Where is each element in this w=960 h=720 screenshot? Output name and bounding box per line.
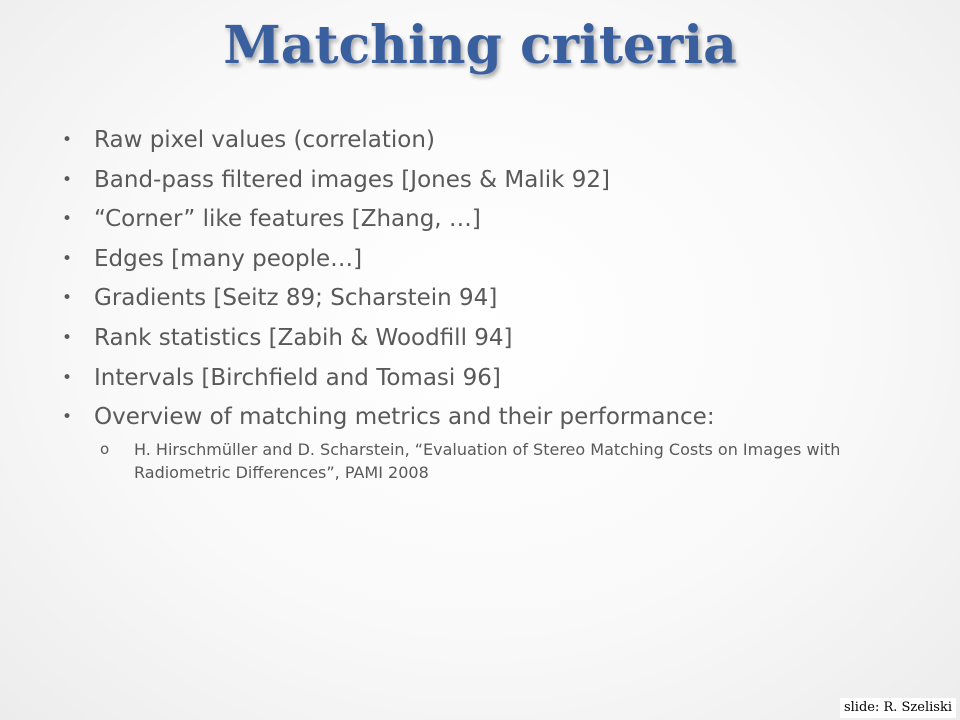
bullet-text: Edges [many people…] (94, 245, 363, 272)
bullet-text: Band-pass filtered images [Jones & Malik 92] (94, 166, 610, 193)
bullet-item (62, 284, 922, 313)
bullet-text: Gradients [Seitz 89; Scharstein 94] (94, 285, 498, 312)
bullet-item (62, 403, 922, 484)
bullet-text: Raw pixel values (correlation) (94, 127, 435, 153)
bullet-marker: • (62, 367, 73, 388)
bullet-text: Intervals [Birchfield and Tomasi 96] (94, 364, 501, 391)
sub-bullet-list (94, 438, 922, 484)
bullet-marker: • (62, 209, 73, 230)
slide-title: Matching criteria (223, 15, 737, 76)
bullet-text: Rank statistics [Zabih & Woodfill 94] (94, 324, 513, 351)
bullet-item (62, 166, 922, 195)
bullet-item (62, 205, 922, 234)
bullet-item (62, 364, 922, 393)
bullet-list (62, 126, 922, 495)
bullet-marker: • (62, 130, 73, 150)
slide-credit: slide: R. Szeliski (840, 698, 956, 718)
bullet-text: “Corner” like features [Zhang, …] (94, 206, 481, 233)
sub-bullet-text: H. Hirschmüller and D. Scharstein, “Evaluation of Stereo Matching Costs on Images with Radiometric Differences”, PAMI 2008 (134, 440, 841, 483)
bullet-item (62, 126, 922, 155)
bullet-marker: • (62, 327, 73, 348)
bullet-item (62, 324, 922, 353)
sub-bullet-item (94, 438, 922, 484)
bullet-marker: • (62, 248, 73, 269)
bullet-marker: • (62, 407, 73, 428)
bullet-marker: • (62, 288, 73, 309)
bullet-marker: • (62, 169, 73, 190)
sub-bullet-marker: o (100, 440, 110, 459)
bullet-item (62, 245, 922, 274)
bullet-text: Overview of matching metrics and their performance: (94, 404, 715, 431)
